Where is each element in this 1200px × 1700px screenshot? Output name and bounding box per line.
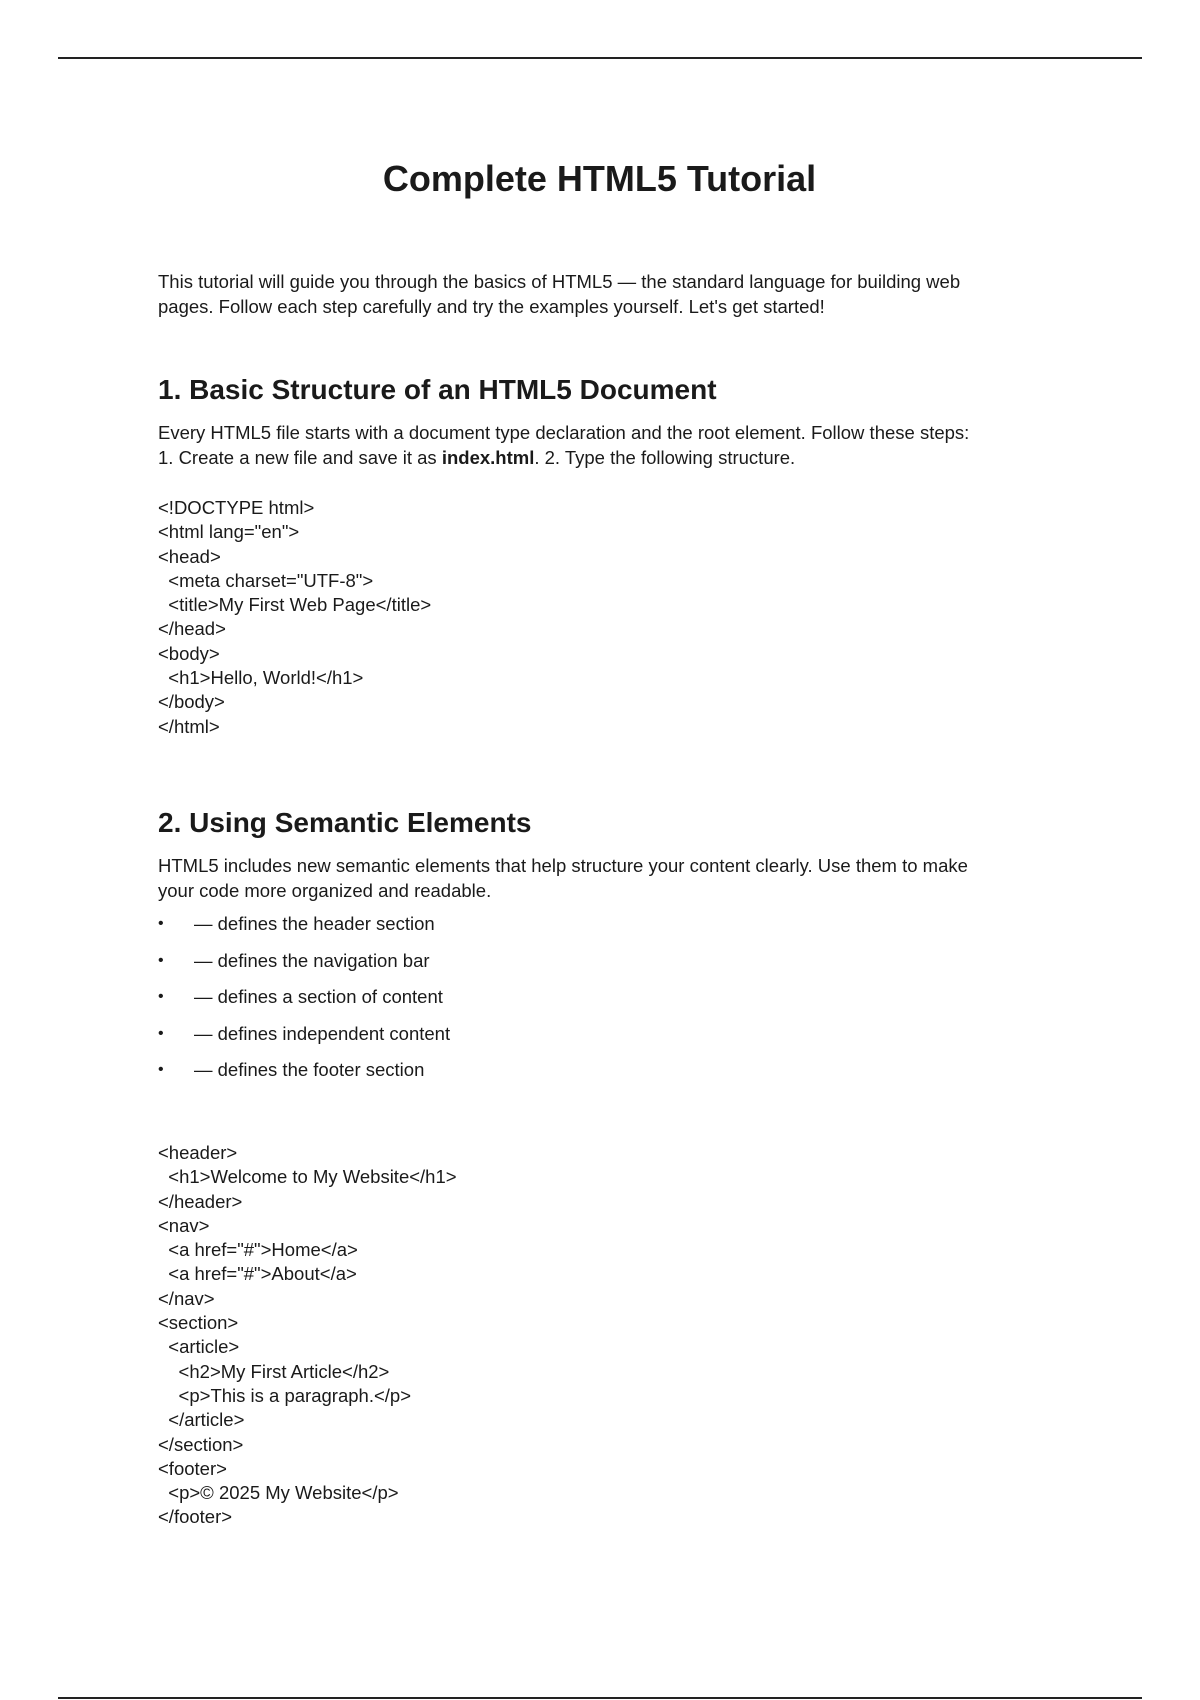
list-item xyxy=(158,985,450,1022)
code-line: <article> xyxy=(158,1336,240,1358)
code-line: <h2>My First Article</h2> xyxy=(158,1360,390,1382)
step-text: 1. Create a new file and save it as xyxy=(158,447,442,468)
code-line: </section> xyxy=(158,1433,244,1455)
list-item xyxy=(158,1022,450,1059)
list-item-text: — defines the footer section xyxy=(194,1059,425,1080)
list-item-text: — defines the header section xyxy=(194,913,435,934)
section-1-heading: 1. Basic Structure of an HTML5 Document xyxy=(158,374,717,405)
list-item xyxy=(158,912,450,949)
step-text: . 2. Type the following structure. xyxy=(534,447,796,468)
bullet-icon: • xyxy=(158,1024,164,1042)
list-item xyxy=(158,1058,450,1095)
code-line: </nav> xyxy=(158,1287,215,1309)
list-item-text: — defines the navigation bar xyxy=(194,949,430,971)
code-line: <!DOCTYPE html> xyxy=(158,497,315,518)
semantic-elements-list xyxy=(158,912,450,1095)
code-block-basic-structure xyxy=(158,496,431,739)
code-line: </footer> xyxy=(158,1506,233,1528)
intro-line: pages. Follow each step carefully and try the examples yourself. Let's get started! xyxy=(158,296,825,317)
bullet-icon: • xyxy=(158,988,164,1005)
code-line: <title>My First Web Page</title> xyxy=(158,594,432,616)
top-rule xyxy=(58,57,1142,59)
list-item xyxy=(158,949,450,986)
code-line: <a href="#">Home</a> xyxy=(158,1239,358,1261)
section-2-heading: 2. Using Semantic Elements xyxy=(158,807,532,838)
section-1-line xyxy=(158,445,1058,470)
section-2-line: your code more organized and readable. xyxy=(158,880,492,901)
list-item-text: — defines a section of content xyxy=(194,986,443,1007)
section-2-line: HTML5 includes new semantic elements that help structure your content clearly. Use them to make xyxy=(158,855,968,876)
code-line: <p>© 2025 My Website</p> xyxy=(158,1482,399,1504)
code-line: <body> xyxy=(158,642,220,664)
bullet-icon: • xyxy=(158,951,164,969)
code-line: <head> xyxy=(158,545,221,567)
code-line: </body> xyxy=(158,691,225,713)
code-line: <meta charset="UTF-8"> xyxy=(158,569,374,591)
intro-line: This tutorial will guide you through the basics of HTML5 — the standard language for building web xyxy=(158,271,961,292)
bottom-rule xyxy=(58,1697,1142,1699)
bullet-icon: • xyxy=(158,915,164,932)
filename-bold: index.html xyxy=(441,447,535,468)
section-1-paragraph xyxy=(158,420,1058,470)
code-line: <h1>Welcome to My Website</h1> xyxy=(158,1166,457,1188)
bullet-icon: • xyxy=(158,1061,164,1078)
page-title: Complete HTML5 Tutorial xyxy=(382,158,817,199)
code-line: </article> xyxy=(158,1409,245,1431)
code-line: </html> xyxy=(158,715,220,737)
list-item-text: — defines independent content xyxy=(194,1022,451,1044)
code-line: <html lang="en"> xyxy=(158,521,300,543)
section-2-paragraph xyxy=(158,853,1058,903)
intro-paragraph xyxy=(158,269,1058,319)
code-block-semantic-example xyxy=(158,1141,457,1530)
section-1-line: Every HTML5 file starts with a document type declaration and the root element. Follow these steps: xyxy=(158,422,970,443)
code-line: <header> xyxy=(158,1142,238,1163)
code-line: </header> xyxy=(158,1190,243,1212)
code-line: <footer> xyxy=(158,1457,227,1479)
code-line: <nav> xyxy=(158,1214,210,1236)
code-line: <p>This is a paragraph.</p> xyxy=(158,1384,411,1406)
code-line: <h1>Hello, World!</h1> xyxy=(158,667,364,689)
code-line: <a href="#">About</a> xyxy=(158,1263,357,1285)
code-line: <section> xyxy=(158,1312,239,1334)
code-line: </head> xyxy=(158,618,226,640)
